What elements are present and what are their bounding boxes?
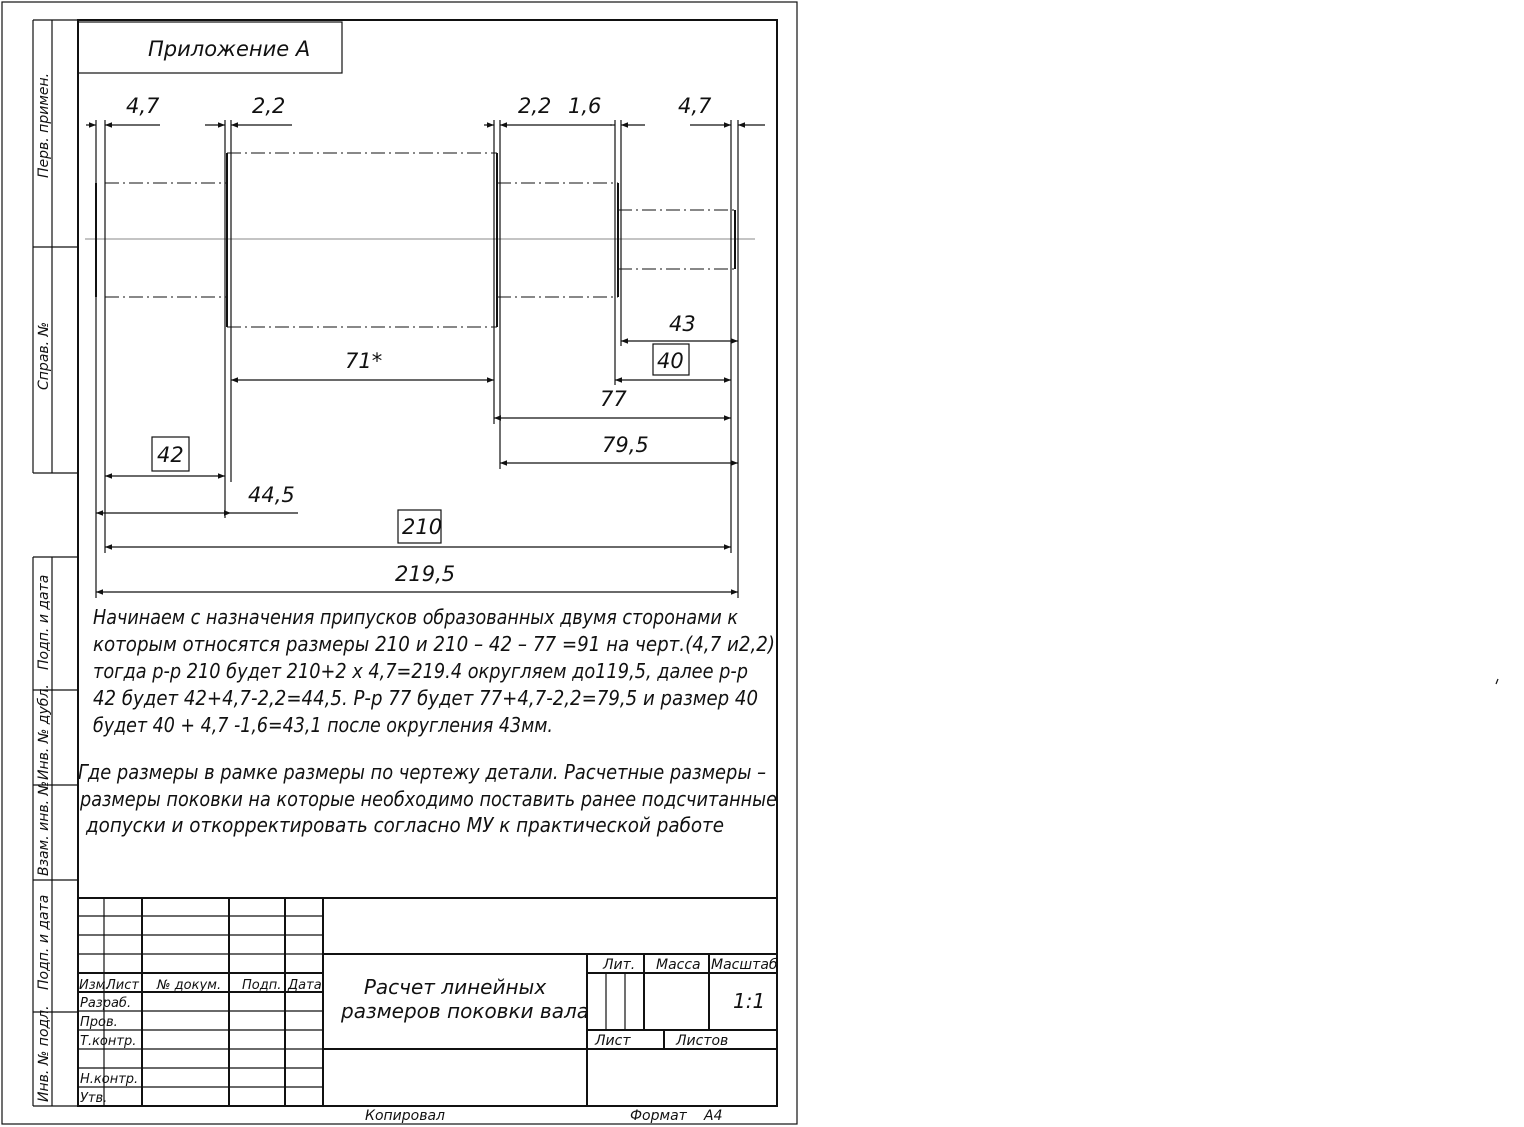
side-label-inv-podl: Инв. № подл. xyxy=(36,1005,52,1102)
tb-data: Дата xyxy=(288,978,322,993)
tb-t-kontr: Т.контр. xyxy=(80,1034,137,1049)
footer-format-label: Формат xyxy=(630,1108,687,1124)
dim-label-219-5: 219,5 xyxy=(395,562,456,586)
side-stamp xyxy=(33,20,78,1106)
dim-label-4-7-right: 4,7 xyxy=(678,94,712,118)
top-dimensions xyxy=(86,94,765,125)
dim-label-79-5: 79,5 xyxy=(602,433,649,457)
dim-label-4-7-left: 4,7 xyxy=(126,94,160,118)
appendix-label: Приложение А xyxy=(148,37,311,61)
tb-n-dokum: № докум. xyxy=(157,978,222,993)
paragraph-1-line-3: тогда р-р 210 будет 210+2 х 4,7=219.4 округляем до119,5, далее р-р xyxy=(93,659,748,683)
dim-label-71: 71* xyxy=(345,349,383,373)
dim-label-40: 40 xyxy=(657,349,684,373)
stray-mark xyxy=(1496,679,1498,684)
paragraph-1-line-1: Начинаем с назначения припусков образованных двумя сторонами к xyxy=(93,605,739,629)
tb-massa: Масса xyxy=(656,957,701,973)
tb-izm: Изм. xyxy=(79,978,110,993)
paragraph-2-line-1: Где размеры в рамке размеры по чертежу детали. Расчетные размеры – xyxy=(78,760,766,784)
dim-label-1-6: 1,6 xyxy=(568,94,602,118)
dim-label-44-5: 44,5 xyxy=(248,483,295,507)
tb-lit: Лит. xyxy=(603,957,636,973)
footer-format-value: А4 xyxy=(704,1108,723,1124)
paragraph-1-line-5: будет 40 + 4,7 -1,6=43,1 после округления 43мм. xyxy=(93,713,553,737)
tb-scale-value: 1:1 xyxy=(733,989,766,1013)
title-block xyxy=(78,898,778,1106)
side-label-vzam-inv: Взам. инв. № xyxy=(36,780,52,876)
dim-label-43: 43 xyxy=(669,312,696,336)
tb-list-2: Лист xyxy=(595,1033,631,1049)
tb-razrab: Разраб. xyxy=(80,996,132,1011)
footer-kopiroval: Копировал xyxy=(365,1108,445,1124)
side-label-perv-primen: Перв. примен. xyxy=(36,72,52,178)
side-label-podp-data-1: Подп. и дата xyxy=(36,574,52,670)
tb-prov: Пров. xyxy=(80,1015,118,1030)
dim-label-77: 77 xyxy=(600,387,627,411)
side-label-sprav-no: Справ. № xyxy=(36,321,52,390)
tb-n-kontr: Н.контр. xyxy=(80,1072,139,1087)
paragraph-2-line-3: допуски и откорректировать согласно МУ к практической работе xyxy=(85,813,724,837)
tb-masshtab: Масштаб xyxy=(711,957,778,973)
tb-list: Лист xyxy=(106,978,139,993)
tb-title-line-2: размеров поковки вала xyxy=(341,999,589,1023)
paragraph-1-line-4: 42 будет 42+4,7-2,2=44,5. Р-р 77 будет 77+4,7-2,2=79,5 и размер 40 xyxy=(93,686,758,710)
side-label-podp-data-2: Подп. и дата xyxy=(36,894,52,990)
paragraph-1-line-2: которым относятся размеры 210 и 210 – 42 – 77 =91 на черт.(4,7 и2,2) xyxy=(93,632,775,656)
paragraph-2-line-2: размеры поковки на которые необходимо поставить ранее подсчитанные xyxy=(79,787,777,811)
side-label-inv-dubl: Инв. № дубл. xyxy=(36,684,52,780)
tb-title-line-1: Расчет линейных xyxy=(363,975,547,999)
length-dimensions xyxy=(96,312,738,592)
tb-listov: Листов xyxy=(676,1033,729,1049)
tb-utv: Утв. xyxy=(80,1091,108,1106)
explanation-paragraph-2 xyxy=(78,760,777,837)
explanation-paragraph-1 xyxy=(93,605,775,737)
dim-label-42: 42 xyxy=(157,443,184,467)
dim-label-2-2-right: 2,2 xyxy=(518,94,552,118)
tb-podp: Подп. xyxy=(242,978,282,993)
dim-label-2-2-left: 2,2 xyxy=(252,94,286,118)
dim-label-210: 210 xyxy=(402,515,443,539)
